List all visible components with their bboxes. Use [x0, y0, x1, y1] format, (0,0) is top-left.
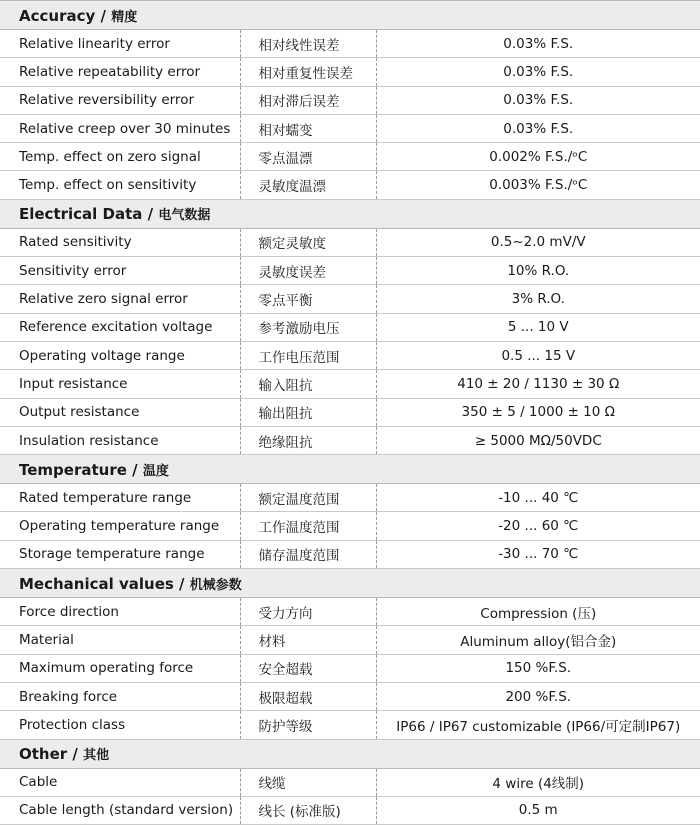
section-title-en: Electrical Data: [19, 205, 143, 224]
section-title-separator: /: [173, 574, 190, 593]
table-row: [0, 711, 700, 739]
param-name-zh: 工作电压范围: [240, 341, 376, 369]
table-row: [0, 370, 700, 398]
param-value: -10 ... 40 ℃: [376, 484, 700, 512]
param-value: ≥ 5000 MΩ/50VDC: [376, 426, 700, 454]
param-name-zh: 输出阻抗: [240, 398, 376, 426]
param-name-en: Insulation resistance: [0, 426, 240, 454]
section-title: [0, 1, 700, 30]
param-name-en: Protection class: [0, 711, 240, 739]
param-name-zh: 相对重复性误差: [240, 58, 376, 86]
section-title-separator: /: [142, 205, 159, 224]
table-row: [0, 626, 700, 654]
section-header: [0, 1, 700, 30]
param-name-zh: 额定灵敏度: [240, 228, 376, 256]
table-row: [0, 30, 700, 58]
param-value: 410 ± 20 / 1130 ± 30 Ω: [376, 370, 700, 398]
table-row: [0, 598, 700, 626]
table-row: [0, 796, 700, 824]
section-title: [0, 199, 700, 228]
section-header: [0, 739, 700, 768]
table-row: [0, 654, 700, 682]
param-name-en: Material: [0, 626, 240, 654]
param-name-en: Sensitivity error: [0, 257, 240, 285]
table-row: [0, 58, 700, 86]
param-name-zh: 灵敏度误差: [240, 257, 376, 285]
table-row: [0, 114, 700, 142]
param-name-en: Maximum operating force: [0, 654, 240, 682]
section-title-separator: /: [95, 6, 112, 25]
table-row: [0, 143, 700, 171]
section-title: [0, 569, 700, 598]
param-name-zh: 工作温度范围: [240, 512, 376, 540]
param-name-en: Breaking force: [0, 682, 240, 710]
param-name-zh: 线长 (标准版): [240, 796, 376, 824]
param-name-zh: 额定温度范围: [240, 484, 376, 512]
param-name-zh: 灵敏度温漂: [240, 171, 376, 199]
table-row: [0, 313, 700, 341]
param-name-en: Cable length (standard version): [0, 796, 240, 824]
param-value: 0.03% F.S.: [376, 30, 700, 58]
section-header: [0, 455, 700, 484]
section-header: [0, 199, 700, 228]
section-title: [0, 455, 700, 484]
param-name-en: Cable: [0, 768, 240, 796]
section-title-zh: 精度: [111, 9, 138, 25]
param-name-zh: 线缆: [240, 768, 376, 796]
param-value: 0.5 m: [376, 796, 700, 824]
param-value: 0.03% F.S.: [376, 114, 700, 142]
param-value: 0.002% F.S./ᵒC: [376, 143, 700, 171]
section-title-en: Temperature: [19, 460, 127, 479]
param-name-en: Operating temperature range: [0, 512, 240, 540]
param-name-zh: 材料: [240, 626, 376, 654]
param-value: 0.003% F.S./ᵒC: [376, 171, 700, 199]
param-name-en: Storage temperature range: [0, 540, 240, 568]
param-value: 0.5~2.0 mV/V: [376, 228, 700, 256]
table-row: [0, 512, 700, 540]
table-row: [0, 484, 700, 512]
param-value: 5 ... 10 V: [376, 313, 700, 341]
table-row: [0, 682, 700, 710]
param-name-zh: 相对蠕变: [240, 114, 376, 142]
table-row: [0, 257, 700, 285]
param-name-zh: 零点平衡: [240, 285, 376, 313]
param-name-zh: 储存温度范围: [240, 540, 376, 568]
param-value: 0.03% F.S.: [376, 58, 700, 86]
param-value: 0.5 ... 15 V: [376, 341, 700, 369]
table-row: [0, 426, 700, 454]
section-title-zh: 电气数据: [158, 208, 211, 224]
param-value: Compression (压): [376, 598, 700, 626]
param-name-zh: 受力方向: [240, 598, 376, 626]
spec-table-body: [0, 1, 700, 825]
param-name-en: Operating voltage range: [0, 341, 240, 369]
param-name-en: Relative linearity error: [0, 30, 240, 58]
param-value: -20 ... 60 ℃: [376, 512, 700, 540]
param-value: 0.03% F.S.: [376, 86, 700, 114]
param-name-zh: 参考激励电压: [240, 313, 376, 341]
param-name-en: Rated temperature range: [0, 484, 240, 512]
param-value: Aluminum alloy(铝合金): [376, 626, 700, 654]
param-name-zh: 绝缘阻抗: [240, 426, 376, 454]
param-value: 150 %F.S.: [376, 654, 700, 682]
table-row: [0, 86, 700, 114]
param-name-en: Force direction: [0, 598, 240, 626]
param-name-zh: 安全超载: [240, 654, 376, 682]
table-row: [0, 768, 700, 796]
section-title-zh: 温度: [142, 463, 169, 479]
param-name-en: Rated sensitivity: [0, 228, 240, 256]
param-value: 350 ± 5 / 1000 ± 10 Ω: [376, 398, 700, 426]
param-name-en: Relative zero signal error: [0, 285, 240, 313]
param-name-en: Temp. effect on zero signal: [0, 143, 240, 171]
param-name-en: Relative creep over 30 minutes: [0, 114, 240, 142]
param-value: IP66 / IP67 customizable (IP66/可定制IP67): [376, 711, 700, 739]
param-name-zh: 零点温漂: [240, 143, 376, 171]
section-title-separator: /: [126, 460, 143, 479]
param-name-zh: 相对线性误差: [240, 30, 376, 58]
section-title-zh: 机械参数: [189, 577, 242, 593]
section-title-separator: /: [67, 745, 84, 764]
param-name-en: Relative repeatability error: [0, 58, 240, 86]
table-row: [0, 398, 700, 426]
param-name-en: Output resistance: [0, 398, 240, 426]
param-value: -30 ... 70 ℃: [376, 540, 700, 568]
param-value: 200 %F.S.: [376, 682, 700, 710]
param-name-zh: 极限超载: [240, 682, 376, 710]
param-name-en: Reference excitation voltage: [0, 313, 240, 341]
section-title-en: Accuracy: [19, 6, 96, 25]
param-value: 3% R.O.: [376, 285, 700, 313]
table-row: [0, 228, 700, 256]
param-name-en: Relative reversibility error: [0, 86, 240, 114]
param-name-zh: 防护等级: [240, 711, 376, 739]
param-value: 10% R.O.: [376, 257, 700, 285]
table-row: [0, 285, 700, 313]
table-row: [0, 341, 700, 369]
section-header: [0, 569, 700, 598]
section-title-en: Other: [19, 745, 68, 764]
section-title-en: Mechanical values: [19, 574, 174, 593]
param-name-en: Temp. effect on sensitivity: [0, 171, 240, 199]
param-name-zh: 输入阻抗: [240, 370, 376, 398]
table-row: [0, 540, 700, 568]
section-title: [0, 739, 700, 768]
section-title-zh: 其他: [83, 748, 110, 764]
param-value: 4 wire (4线制): [376, 768, 700, 796]
param-name-en: Input resistance: [0, 370, 240, 398]
param-name-zh: 相对滞后误差: [240, 86, 376, 114]
table-row: [0, 171, 700, 199]
